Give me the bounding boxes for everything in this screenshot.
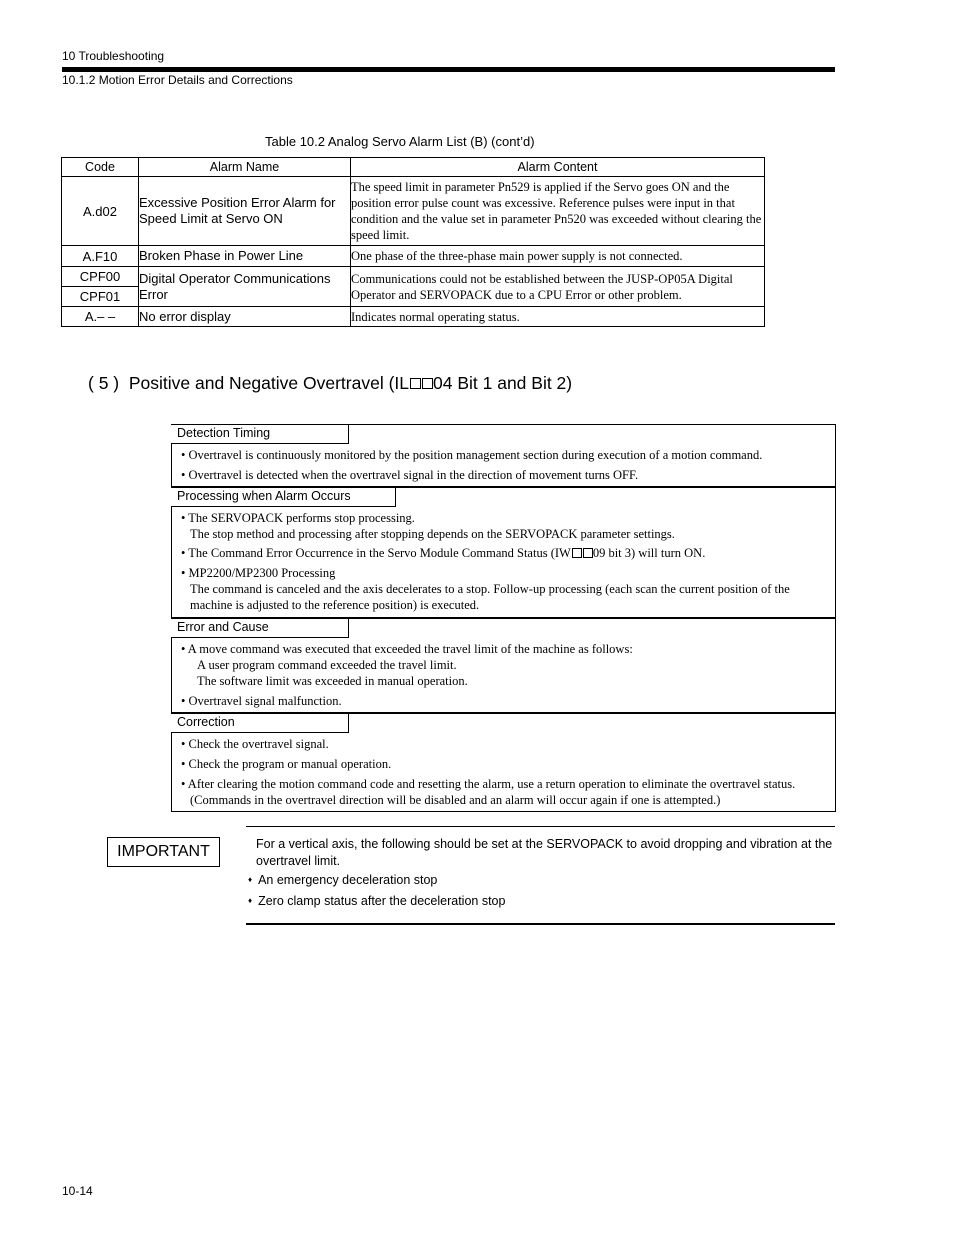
list-item-continuation: The software limit was exceeded in manual operation. — [197, 674, 468, 688]
section-title-start: Positive and Negative Overtravel (IL — [128, 373, 409, 393]
error-cause-text — [181, 641, 633, 709]
list-item-text: • The Command Error Occurrence in the Servo Module Command Status (IW — [181, 546, 571, 560]
placeholder-box-icon — [422, 378, 433, 389]
alarm-name: Excessive Position Error Alarm for Speed Limit at Servo ON — [139, 177, 351, 246]
table-caption: Table 10.2 Analog Servo Alarm List (B) (cont’d) — [265, 134, 535, 149]
list-item-continuation: machine is adjusted to the reference position) is executed. — [190, 598, 480, 612]
list-item — [248, 894, 505, 908]
alarm-code: CPF01 — [62, 287, 139, 307]
placeholder-box-icon — [583, 548, 593, 558]
list-item-text: An emergency deceleration stop — [258, 873, 438, 887]
list-item — [248, 873, 437, 887]
section-number: ( 5 ) — [88, 373, 120, 393]
important-text: For a vertical axis, the following should be set at the SERVOPACK to avoid dropping and vibration at the overtravel limit. — [256, 837, 833, 868]
header-rule — [62, 67, 835, 72]
alarm-table — [61, 157, 765, 327]
table-row — [62, 246, 765, 267]
list-item-continuation: A user program command exceeded the travel limit. — [197, 658, 457, 672]
list-item-continuation: The command is canceled and the axis decelerates to a stop. Follow-up processing (each scan the current position of the — [190, 582, 790, 596]
list-item-continuation: (Commands in the overtravel direction will be disabled and an alarm will occur again if one is attempted.) — [190, 793, 721, 807]
processing-label: Processing when Alarm Occurs — [171, 487, 396, 507]
alarm-name: Digital Operator Communications Error — [139, 267, 351, 307]
note-top-rule — [246, 826, 835, 827]
running-header-chapter: 10 Troubleshooting — [62, 49, 165, 63]
alarm-content: Indicates normal operating status. — [351, 307, 765, 327]
correction-text — [181, 736, 795, 808]
error-cause-label: Error and Cause — [171, 618, 349, 638]
section-title-end: 04 Bit 1 and Bit 2) — [433, 373, 573, 393]
placeholder-box-icon — [410, 378, 421, 389]
diamond-bullet-icon: ♦ — [248, 875, 253, 884]
alarm-code: A.– – — [62, 307, 139, 327]
table-row — [62, 177, 765, 246]
alarm-name: No error display — [139, 307, 351, 327]
table-row — [62, 267, 765, 287]
column-header-alarm-content: Alarm Content — [351, 158, 765, 177]
list-item: • Overtravel is continuously monitored by the position management section during execution of a motion command. — [181, 448, 763, 462]
list-item-text: 09 bit 3) will turn ON. — [592, 546, 706, 560]
placeholder-box-icon — [572, 548, 582, 558]
alarm-content: One phase of the three-phase main power supply is not connected. — [351, 246, 765, 267]
processing-text — [181, 510, 790, 613]
list-item: • After clearing the motion command code and resetting the alarm, use a return operation to eliminate the overtravel status. — [181, 777, 796, 791]
alarm-code: A.d02 — [62, 177, 139, 246]
list-item: • Check the program or manual operation. — [181, 757, 392, 771]
correction-label: Correction — [171, 713, 349, 733]
alarm-code: CPF00 — [62, 267, 139, 287]
alarm-name: Broken Phase in Power Line — [139, 246, 351, 267]
list-item: • The SERVOPACK performs stop processing. — [181, 511, 415, 525]
section-heading — [88, 373, 572, 394]
detection-timing-label: Detection Timing — [171, 424, 349, 444]
page-number: 10-14 — [62, 1184, 93, 1198]
list-item: • MP2200/MP2300 Processing — [181, 566, 336, 580]
alarm-content: The speed limit in parameter Pn529 is applied if the Servo goes ON and the position error pulse count was excessive. Reference pulses were input in that condition and the value set in parameter Pn520 was exceeded without clearing the speed limit. — [351, 177, 765, 246]
list-item: • Overtravel is detected when the overtravel signal in the direction of movement turns OFF. — [181, 468, 639, 482]
diamond-bullet-icon: ♦ — [248, 896, 253, 905]
important-label: IMPORTANT — [107, 837, 220, 867]
list-item-continuation: The stop method and processing after stopping depends on the SERVOPACK parameter settings. — [190, 527, 675, 541]
list-item: • Check the overtravel signal. — [181, 737, 329, 751]
table-row — [62, 307, 765, 327]
column-header-alarm-name: Alarm Name — [139, 158, 351, 177]
running-header-section: 10.1.2 Motion Error Details and Corrections — [62, 73, 293, 87]
column-header-code: Code — [62, 158, 139, 177]
list-item: • A move command was executed that exceeded the travel limit of the machine as follows: — [181, 642, 633, 656]
list-item — [181, 545, 790, 561]
alarm-content: Communications could not be established between the JUSP-OP05A Digital Operator and SERVOPACK due to a CPU Error or other problem. — [351, 267, 765, 307]
list-item: • Overtravel signal malfunction. — [181, 694, 342, 708]
table-header-row — [62, 158, 765, 177]
detection-timing-text — [181, 447, 762, 483]
list-item-text: Zero clamp status after the deceleration stop — [258, 894, 506, 908]
note-bottom-rule — [246, 923, 835, 925]
alarm-code: A.F10 — [62, 246, 139, 267]
